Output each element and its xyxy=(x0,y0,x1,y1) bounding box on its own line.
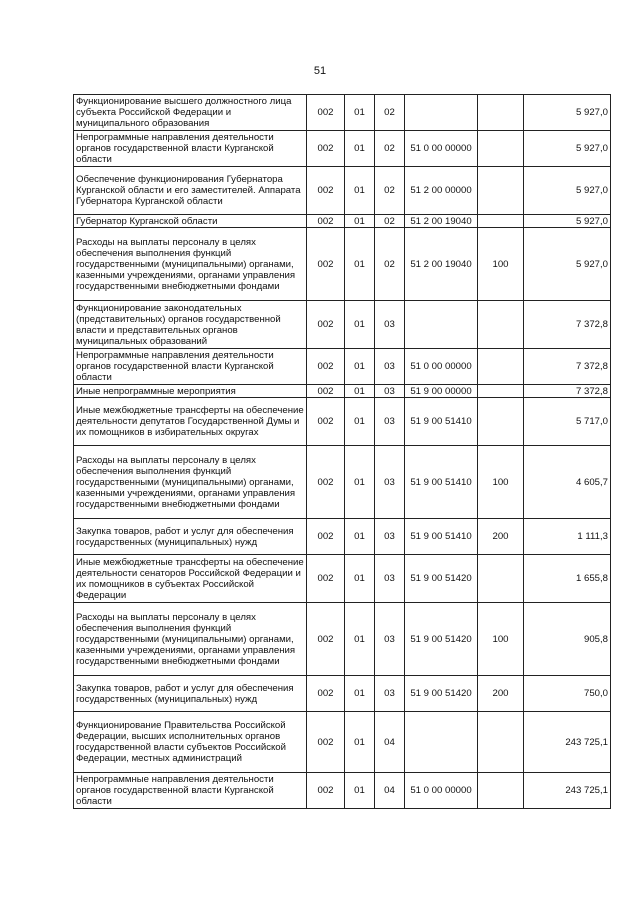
row-sum: 5 927,0 xyxy=(524,131,611,167)
row-rz: 01 xyxy=(345,349,375,385)
table-row xyxy=(74,603,611,676)
row-ved: 002 xyxy=(307,676,345,712)
row-vr: 100 xyxy=(478,228,524,301)
row-pr: 03 xyxy=(375,676,405,712)
row-csr: 51 9 00 51420 xyxy=(405,603,478,676)
row-sum: 1 655,8 xyxy=(524,555,611,603)
row-pr: 03 xyxy=(375,555,405,603)
row-name: Иные межбюджетные трансферты на обеспечение деятельности депутатов Государственной Думы и их помощников в избирательных округах xyxy=(74,398,307,446)
row-ved: 002 xyxy=(307,131,345,167)
row-sum: 1 111,3 xyxy=(524,519,611,555)
table-row xyxy=(74,131,611,167)
row-name: Непрограммные направления деятельности органов государственной власти Курганской области xyxy=(74,773,307,809)
row-ved: 002 xyxy=(307,446,345,519)
row-csr xyxy=(405,712,478,773)
table-row xyxy=(74,555,611,603)
row-rz: 01 xyxy=(345,398,375,446)
row-vr xyxy=(478,385,524,398)
table-row xyxy=(74,519,611,555)
row-sum: 5 927,0 xyxy=(524,215,611,228)
row-rz: 01 xyxy=(345,215,375,228)
row-csr xyxy=(405,95,478,131)
row-sum: 750,0 xyxy=(524,676,611,712)
row-pr: 03 xyxy=(375,301,405,349)
row-csr xyxy=(405,301,478,349)
row-vr: 200 xyxy=(478,676,524,712)
row-pr: 02 xyxy=(375,215,405,228)
row-vr xyxy=(478,215,524,228)
row-ved: 002 xyxy=(307,398,345,446)
row-ved: 002 xyxy=(307,603,345,676)
row-sum: 7 372,8 xyxy=(524,301,611,349)
row-pr: 02 xyxy=(375,228,405,301)
row-vr: 100 xyxy=(478,446,524,519)
row-vr xyxy=(478,712,524,773)
row-sum: 5 717,0 xyxy=(524,398,611,446)
row-ved: 002 xyxy=(307,385,345,398)
row-rz: 01 xyxy=(345,676,375,712)
row-name: Функционирование Правительства Российской Федерации, высших исполнительных органов государственной власти субъектов Российской Федерации, местных администраций xyxy=(74,712,307,773)
row-name: Обеспечение функционирования Губернатора Курганской области и его заместителей. Аппарата Губернатора Курганской области xyxy=(74,167,307,215)
row-sum: 905,8 xyxy=(524,603,611,676)
row-rz: 01 xyxy=(345,228,375,301)
page-number: 51 xyxy=(313,65,327,77)
row-name: Закупка товаров, работ и услуг для обеспечения государственных (муниципальных) нужд xyxy=(74,519,307,555)
row-rz: 01 xyxy=(345,301,375,349)
row-csr: 51 0 00 00000 xyxy=(405,131,478,167)
row-ved: 002 xyxy=(307,215,345,228)
row-ved: 002 xyxy=(307,555,345,603)
row-rz: 01 xyxy=(345,95,375,131)
row-csr: 51 2 00 19040 xyxy=(405,228,478,301)
row-sum: 5 927,0 xyxy=(524,167,611,215)
row-rz: 01 xyxy=(345,131,375,167)
table-row xyxy=(74,446,611,519)
row-vr xyxy=(478,95,524,131)
row-pr: 03 xyxy=(375,446,405,519)
row-rz: 01 xyxy=(345,446,375,519)
row-name: Расходы на выплаты персоналу в целях обеспечения выполнения функций государственными (муниципальными) органами, казенными учреждениями, органами управления государственными внебюджетными фондами xyxy=(74,603,307,676)
row-sum: 243 725,1 xyxy=(524,712,611,773)
row-sum: 7 372,8 xyxy=(524,385,611,398)
row-pr: 02 xyxy=(375,167,405,215)
row-rz: 01 xyxy=(345,519,375,555)
row-sum: 5 927,0 xyxy=(524,95,611,131)
row-ved: 002 xyxy=(307,712,345,773)
row-ved: 002 xyxy=(307,95,345,131)
table-row xyxy=(74,95,611,131)
row-name: Губернатор Курганской области xyxy=(74,215,307,228)
row-csr: 51 0 00 00000 xyxy=(405,349,478,385)
row-pr: 04 xyxy=(375,712,405,773)
row-rz: 01 xyxy=(345,712,375,773)
row-vr xyxy=(478,398,524,446)
row-pr: 03 xyxy=(375,385,405,398)
row-rz: 01 xyxy=(345,385,375,398)
row-pr: 03 xyxy=(375,349,405,385)
row-rz: 01 xyxy=(345,773,375,809)
row-name: Закупка товаров, работ и услуг для обеспечения государственных (муниципальных) нужд xyxy=(74,676,307,712)
row-csr: 51 2 00 00000 xyxy=(405,167,478,215)
row-ved: 002 xyxy=(307,349,345,385)
row-pr: 03 xyxy=(375,398,405,446)
row-pr: 03 xyxy=(375,519,405,555)
row-sum: 243 725,1 xyxy=(524,773,611,809)
row-name: Непрограммные направления деятельности органов государственной власти Курганской области xyxy=(74,349,307,385)
row-vr: 200 xyxy=(478,519,524,555)
table-row xyxy=(74,773,611,809)
row-csr: 51 9 00 51410 xyxy=(405,398,478,446)
row-vr xyxy=(478,555,524,603)
row-vr xyxy=(478,301,524,349)
row-ved: 002 xyxy=(307,167,345,215)
row-sum: 5 927,0 xyxy=(524,228,611,301)
row-name: Расходы на выплаты персоналу в целях обеспечения выполнения функций государственными (муниципальными) органами, казенными учреждениями, органами управления государственными внебюджетными фондами xyxy=(74,228,307,301)
row-csr: 51 0 00 00000 xyxy=(405,773,478,809)
row-vr xyxy=(478,167,524,215)
table-row xyxy=(74,676,611,712)
row-pr: 03 xyxy=(375,603,405,676)
row-pr: 04 xyxy=(375,773,405,809)
row-vr: 100 xyxy=(478,603,524,676)
row-ved: 002 xyxy=(307,519,345,555)
table-row xyxy=(74,215,611,228)
row-pr: 02 xyxy=(375,131,405,167)
table-row xyxy=(74,167,611,215)
row-name: Непрограммные направления деятельности органов государственной власти Курганской области xyxy=(74,131,307,167)
row-sum: 7 372,8 xyxy=(524,349,611,385)
row-name: Иные межбюджетные трансферты на обеспечение деятельности сенаторов Российской Федерации и их помощников в субъектах Российской Федерации xyxy=(74,555,307,603)
table-row xyxy=(74,398,611,446)
row-ved: 002 xyxy=(307,228,345,301)
row-sum: 4 605,7 xyxy=(524,446,611,519)
table-row xyxy=(74,385,611,398)
row-csr: 51 9 00 00000 xyxy=(405,385,478,398)
row-rz: 01 xyxy=(345,167,375,215)
row-ved: 002 xyxy=(307,773,345,809)
row-csr: 51 9 00 51410 xyxy=(405,519,478,555)
row-rz: 01 xyxy=(345,603,375,676)
row-csr: 51 9 00 51420 xyxy=(405,555,478,603)
row-name: Функционирование законодательных (представительных) органов государственной власти и представительных органов муниципальных образований xyxy=(74,301,307,349)
row-name: Иные непрограммные мероприятия xyxy=(74,385,307,398)
row-csr: 51 9 00 51420 xyxy=(405,676,478,712)
table-row xyxy=(74,301,611,349)
row-vr xyxy=(478,773,524,809)
row-pr: 02 xyxy=(375,95,405,131)
row-vr xyxy=(478,349,524,385)
row-csr: 51 9 00 51410 xyxy=(405,446,478,519)
row-rz: 01 xyxy=(345,555,375,603)
row-vr xyxy=(478,131,524,167)
row-name: Расходы на выплаты персоналу в целях обеспечения выполнения функций государственными (муниципальными) органами, казенными учреждениями, органами управления государственными внебюджетными фондами xyxy=(74,446,307,519)
row-ved: 002 xyxy=(307,301,345,349)
table-row xyxy=(74,228,611,301)
budget-table xyxy=(73,94,611,809)
row-name: Функционирование высшего должностного лица субъекта Российской Федерации и муниципального образования xyxy=(74,95,307,131)
table-row xyxy=(74,349,611,385)
table-row xyxy=(74,712,611,773)
row-csr: 51 2 00 19040 xyxy=(405,215,478,228)
